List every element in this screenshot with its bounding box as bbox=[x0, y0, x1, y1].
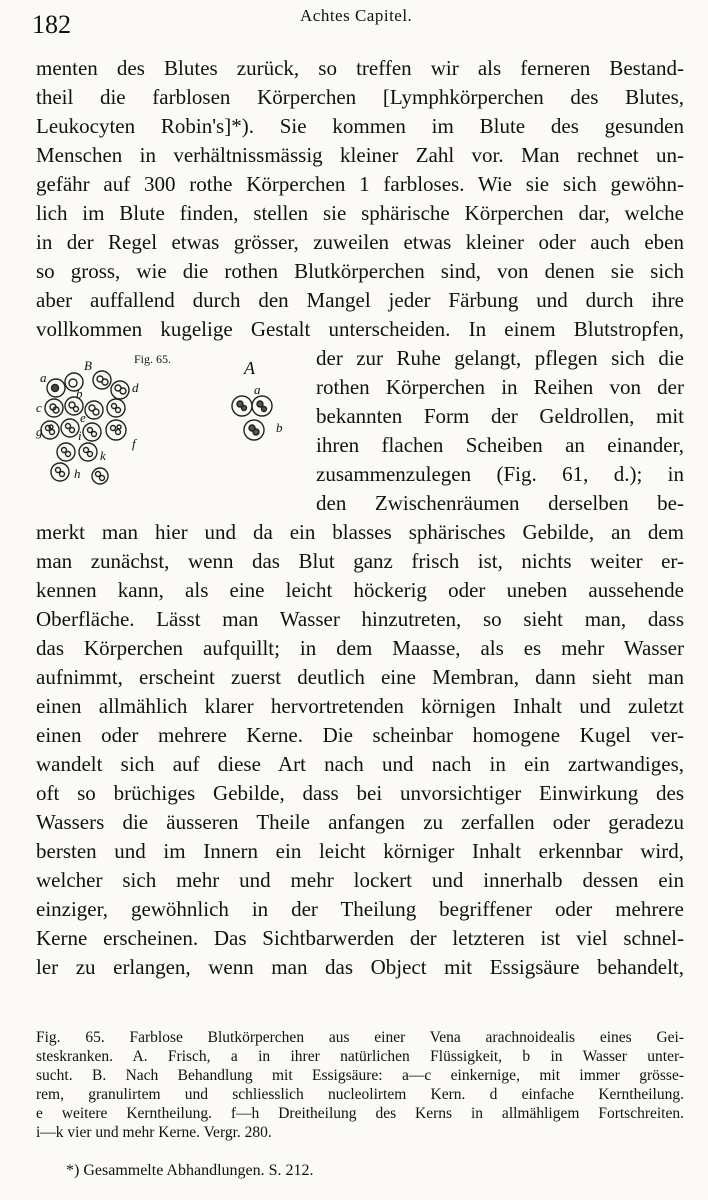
caption-line: Fig. 65. Farblose Blutkörperchen aus einer Vena arachnoidealis eines Gei- bbox=[36, 1029, 684, 1046]
body-line: in der Regel etwas grösser, zuweilen etwas kleiner oder auch eben bbox=[36, 230, 684, 254]
fig-letter-g: g bbox=[36, 424, 43, 439]
body-line: gefähr auf 300 rothe Körperchen 1 farbloses. Wie sie sich gewöhn- bbox=[36, 172, 684, 196]
body-line: das Körperchen aufquillt; in dem Maasse, als es mehr Wasser bbox=[36, 636, 684, 660]
caption-line: i—k vier und mehr Kerne. Vergr. 280. bbox=[36, 1124, 272, 1141]
wrap-line: rothen Körperchen in Reihen von der bbox=[316, 375, 684, 399]
body-line: Menschen in verhältnissmässig kleiner Zahl vor. Man rechnet un- bbox=[36, 143, 684, 167]
body-line: ler zu erlangen, wenn man das Object mit Essigsäure behandelt, bbox=[36, 955, 684, 979]
body-line: lich im Blute finden, stellen sie sphärische Körperchen dar, welche bbox=[36, 201, 684, 225]
fig-letter-h: h bbox=[74, 466, 81, 481]
fig-letter-A: A bbox=[244, 358, 255, 378]
body-line: bersten und im Innern ein leicht körniger Inhalt erkennbar wird, bbox=[36, 839, 684, 863]
body-line: theil die farblosen Körperchen [Lymphkörperchen des Blutes, bbox=[36, 85, 684, 109]
body-line: so gross, wie die rothen Blutkörperchen sind, von denen sie sich bbox=[36, 259, 684, 283]
wrap-line: ihren flachen Scheiben an einander, bbox=[316, 433, 684, 457]
body-line: einen oder mehrere Kerne. Die scheinbar homogene Kugel ver- bbox=[36, 723, 684, 747]
caption-line: sucht. B. Nach Behandlung mit Essigsäure: a—c einkernige, mit immer grösse- bbox=[36, 1067, 684, 1084]
body-line: menten des Blutes zurück, so treffen wir als ferneren Bestand- bbox=[36, 56, 684, 80]
body-line: kennen kann, als eine leicht höckerig oder uneben aussehende bbox=[36, 578, 684, 602]
fig-letter-i: i bbox=[78, 428, 82, 443]
body-line: man zunächst, wenn das Blut ganz frisch ist, nichts weiter er- bbox=[36, 549, 684, 573]
page-number: 182 bbox=[32, 10, 71, 39]
running-head: Achtes Capitel. bbox=[300, 6, 413, 25]
wrap-line: der zur Ruhe gelangt, pflegen sich die bbox=[316, 346, 684, 370]
fig-letter-d: d bbox=[132, 380, 139, 395]
body-line: oft so brüchiges Gebilde, dass bei unvorsichtiger Einwirkung des bbox=[36, 781, 684, 805]
body-line: merkt man hier und da ein blasses sphärisches Gebilde, an dem bbox=[36, 520, 684, 544]
footnote: *) Gesammelte Abhandlungen. S. 212. bbox=[66, 1162, 314, 1179]
body-line: Oberfläche. Lässt man Wasser hinzutreten, so sieht man, dass bbox=[36, 607, 684, 631]
figure-65 bbox=[36, 352, 306, 502]
fig-letter-k: k bbox=[100, 448, 106, 463]
body-line: einen allmählich klarer hervortretenden körnigen Inhalt und zuletzt bbox=[36, 694, 684, 718]
wrap-line: bekannten Form der Geldrollen, mit bbox=[316, 404, 684, 428]
body-line: Leukocyten Robin's]*). Sie kommen im Blute des gesunden bbox=[36, 114, 684, 138]
body-line: Wassers die äusseren Theile anfangen zu zerfallen oder geradezu bbox=[36, 810, 684, 834]
body-line: aber auffallend durch den Mangel jeder Färbung und durch ihre bbox=[36, 288, 684, 312]
body-line: welcher sich mehr und mehr lockert und innerhalb dessen ein bbox=[36, 868, 684, 892]
fig-letter-f: f bbox=[132, 436, 136, 451]
body-line: aufnimmt, erscheint zuerst deutlich eine Membran, dann sieht man bbox=[36, 665, 684, 689]
caption-line: e weitere Kerntheilung. f—h Dreitheilung des Kerns in allmähligem Fortschreiten. bbox=[36, 1105, 684, 1122]
body-line: wandelt sich auf diese Art nach und nach in ein zartwandiges, bbox=[36, 752, 684, 776]
figure-label: Fig. 65. bbox=[134, 352, 172, 366]
fig-letter-c: c bbox=[36, 400, 42, 415]
fig-letter-e: e bbox=[80, 410, 86, 425]
wrap-line: den Zwischenräumen derselben be- bbox=[316, 491, 684, 515]
body-line: Kerne erscheinen. Das Sichtbarwerden der letzteren ist viel schnel- bbox=[36, 926, 684, 950]
cell-illustration bbox=[36, 352, 306, 502]
body-line: vollkommen kugelige Gestalt unterscheiden. In einem Blutstropfen, bbox=[36, 317, 684, 341]
fig-letter-B: B bbox=[84, 358, 92, 373]
fig-letter-b: b bbox=[76, 386, 83, 401]
body-line: einziger, gewöhnlich in der Theilung begriffener oder mehrere bbox=[36, 897, 684, 921]
fig-letter-b-group-a: b bbox=[276, 420, 283, 435]
caption-line: rem, granulirtem und schliesslich nucleolirtem Kern. d einfache Kerntheilung. bbox=[36, 1086, 684, 1103]
wrap-line: zusammenzulegen (Fig. 61, d.); in bbox=[316, 462, 684, 486]
fig-letter-a: a bbox=[40, 370, 47, 385]
caption-line: steskranken. A. Frisch, a in ihrer natürlichen Flüssigkeit, b in Wasser unter- bbox=[36, 1048, 684, 1065]
fig-letter-a-group-a: a bbox=[254, 382, 261, 397]
